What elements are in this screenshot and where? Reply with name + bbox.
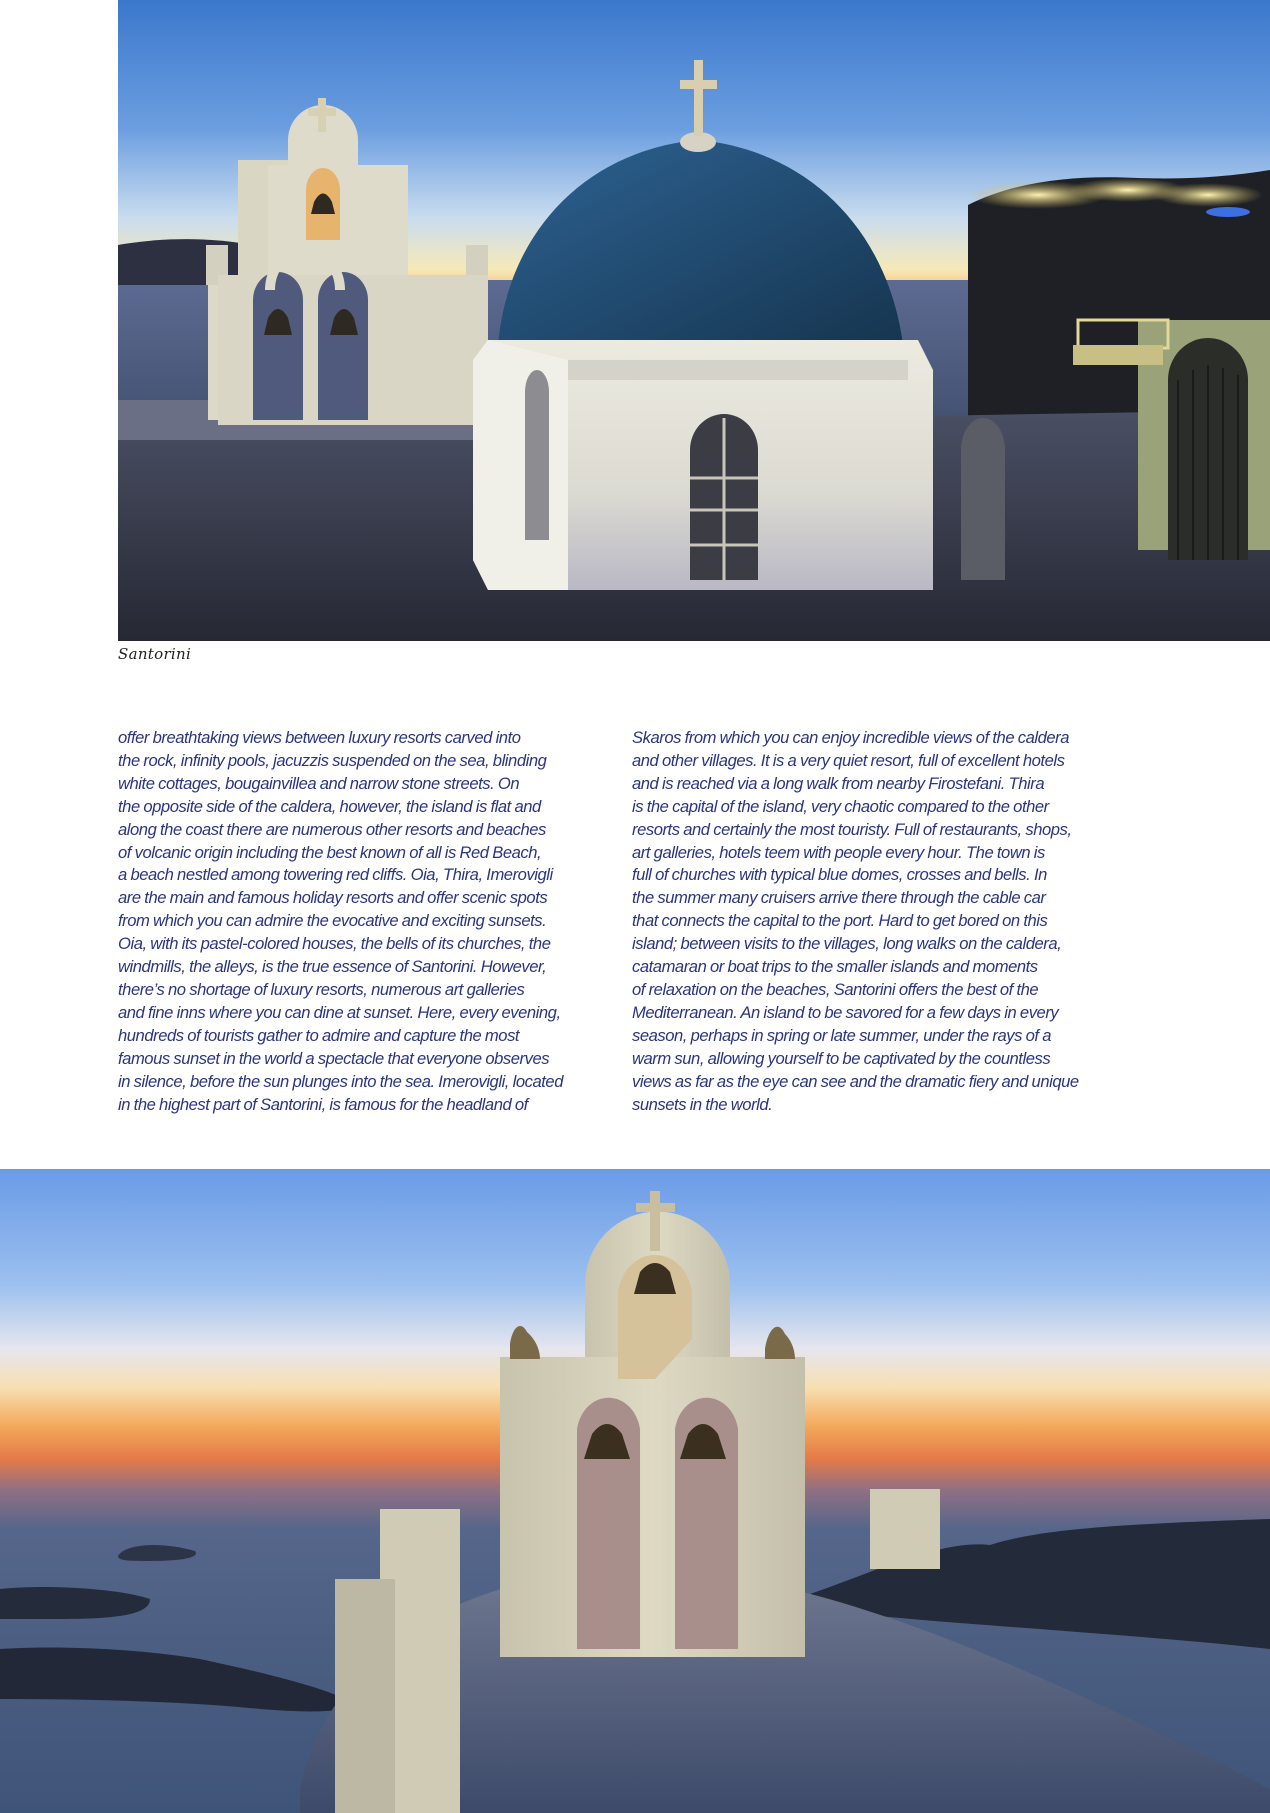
text-line: that connects the capital to the port. Hard to get bored on this: [632, 911, 1048, 931]
text-line: and other villages. It is a very quiet resort, full of excellent hotels: [632, 750, 1065, 770]
text-line: from which you can admire the evocative and exciting sunsets.: [118, 911, 547, 931]
text-line: the rock, infinity pools, jacuzzis suspended on the sea, blinding: [118, 750, 547, 770]
text-line: in the highest part of Santorini, is famous for the headland of: [118, 1094, 528, 1114]
text-line: warm sun, allowing yourself to be captivated by the countless: [632, 1048, 1051, 1068]
text-line: hundreds of tourists gather to admire and capture the most: [118, 1025, 520, 1045]
text-line: of volcanic origin including the best known of all is Red Beach,: [118, 842, 542, 862]
text-line: in silence, before the sun plunges into the sea. Imerovigli, located: [118, 1071, 563, 1091]
bottom-photo-illustration: [0, 1169, 1270, 1813]
text-line: art galleries, hotels teem with people every hour. The town is: [632, 842, 1045, 862]
text-line: the opposite side of the caldera, however, the island is flat and: [118, 796, 541, 816]
text-line: catamaran or boat trips to the smaller islands and moments: [632, 957, 1038, 977]
text-line: and is reached via a long walk from nearby Firostefani. Thira: [632, 773, 1045, 793]
text-line: Mediterranean. An island to be savored for a few days in every: [632, 1002, 1059, 1022]
text-line: season, perhaps in spring or late summer, under the rays of a: [632, 1025, 1052, 1045]
top-photo: [118, 0, 1270, 641]
text-line: a beach nestled among towering red cliffs. Oia, Thira, Imerovigli: [118, 865, 553, 885]
text-line: views as far as the eye can see and the dramatic fiery and unique: [632, 1071, 1079, 1091]
text-line: are the main and famous holiday resorts and offer scenic spots: [118, 888, 548, 908]
top-photo-illustration: [118, 0, 1270, 641]
text-line: and fine inns where you can dine at sunset. Here, every evening,: [118, 1002, 561, 1022]
text-line: is the capital of the island, very chaotic compared to the other: [632, 796, 1049, 816]
photo-caption: Santorini: [118, 645, 192, 663]
text-line: Oia, with its pastel-colored houses, the bells of its churches, the: [118, 934, 551, 954]
article-column-left: [118, 727, 618, 1116]
text-line: windmills, the alleys, is the true essence of Santorini. However,: [118, 957, 547, 977]
text-line: famous sunset in the world a spectacle that everyone observes: [118, 1048, 550, 1068]
text-line: Skaros from which you can enjoy incredible views of the caldera: [632, 728, 1070, 747]
text-line: resorts and certainly the most touristy. Full of restaurants, shops,: [632, 819, 1072, 839]
text-line: of relaxation on the beaches, Santorini offers the best of the: [632, 979, 1039, 999]
text-line: the summer many cruisers arrive there through the cable car: [632, 888, 1046, 908]
text-line: along the coast there are numerous other resorts and beaches: [118, 819, 546, 839]
text-line: full of churches with typical blue domes, crosses and bells. In: [632, 865, 1047, 885]
text-line: sunsets in the world.: [632, 1094, 773, 1114]
bottom-photo: [0, 1169, 1270, 1813]
text-line: island; between visits to the villages, long walks on the caldera,: [632, 934, 1062, 954]
text-line: white cottages, bougainvillea and narrow stone streets. On: [118, 773, 520, 793]
text-line: offer breathtaking views between luxury resorts carved into: [118, 728, 521, 747]
text-line: there’s no shortage of luxury resorts, numerous art galleries: [118, 979, 525, 999]
article-column-right: [632, 727, 1132, 1116]
